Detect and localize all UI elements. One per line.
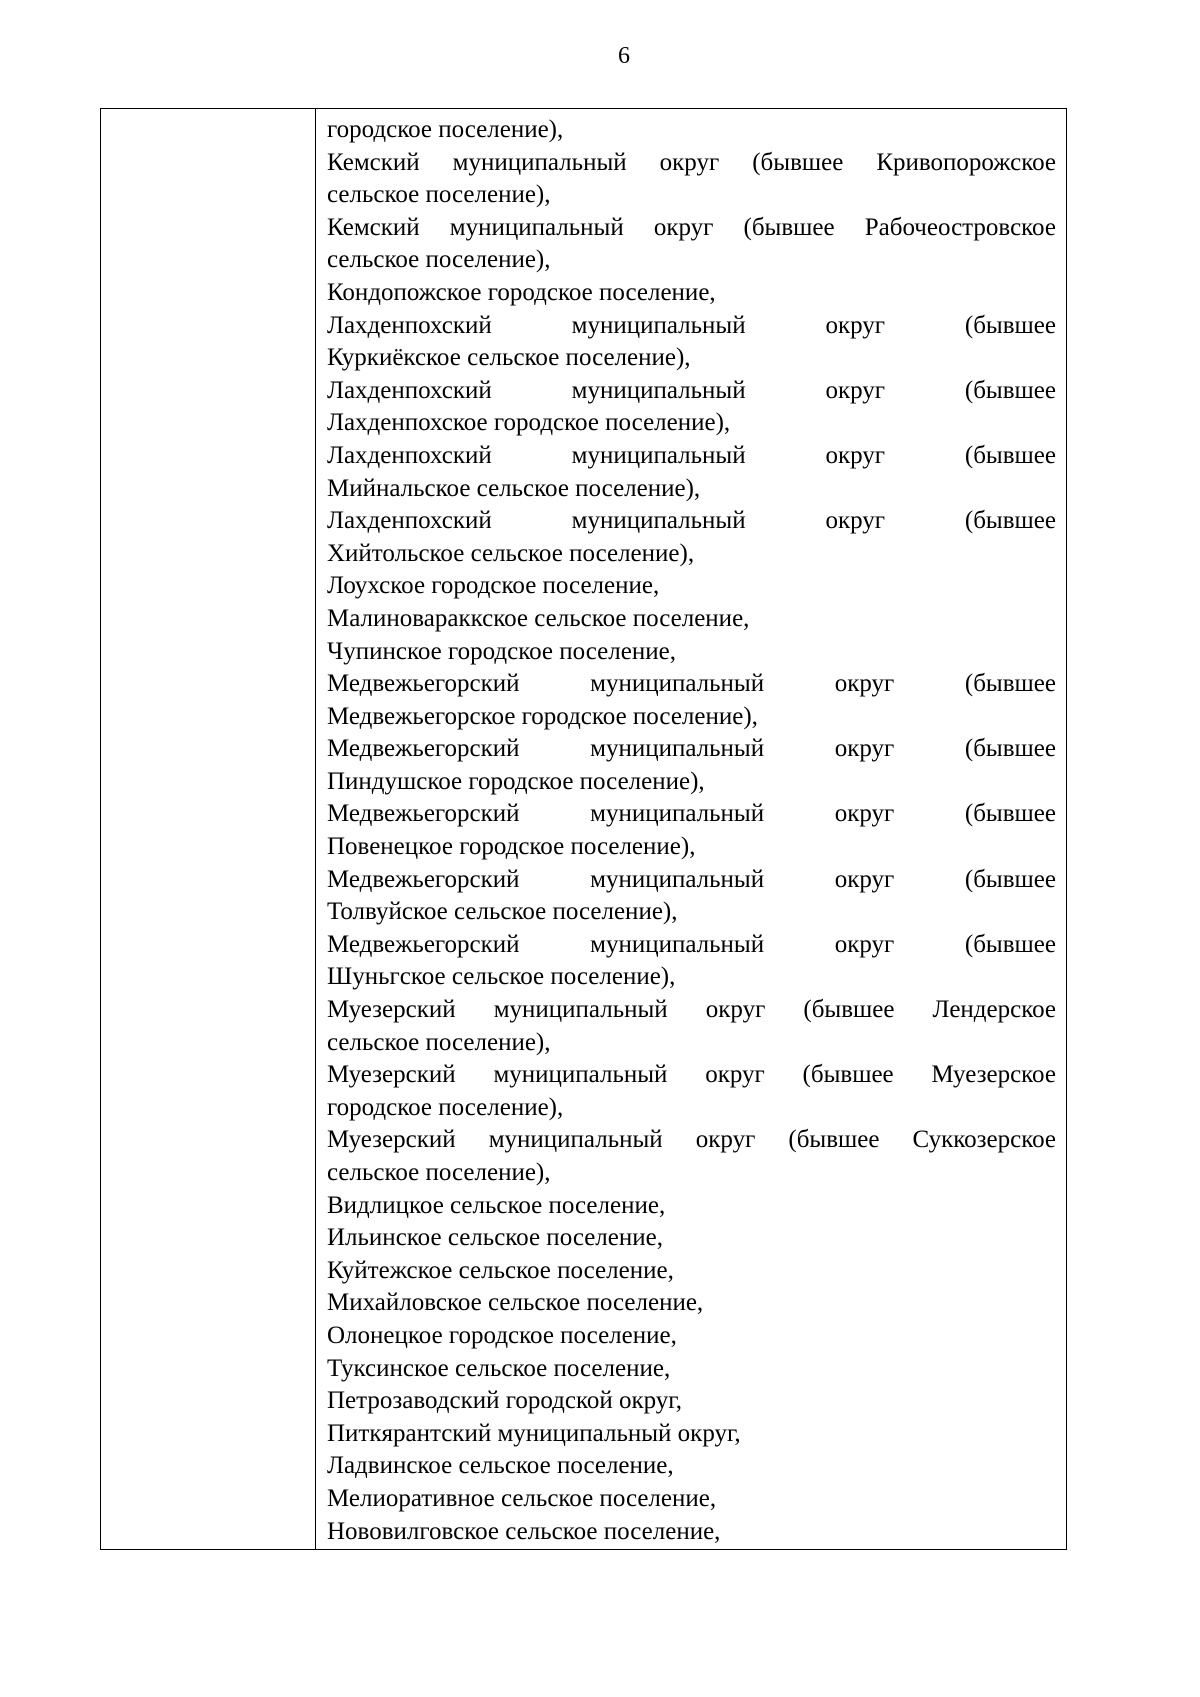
text-line <box>327 1124 1056 1157</box>
text-word: (бывшее <box>964 311 1056 339</box>
text-line <box>327 1027 1056 1060</box>
text-word: Мелиоративное сельское поселение, <box>327 1484 717 1512</box>
text-line <box>327 342 1056 375</box>
text-word: Нововилговское сельское поселение, <box>327 1517 721 1545</box>
text-line <box>327 114 1056 147</box>
text-line <box>327 1190 1056 1223</box>
text-line <box>327 538 1056 571</box>
text-word: Лахденпохский <box>327 376 492 404</box>
text-word: муниципальный <box>488 1126 663 1154</box>
text-line <box>327 407 1056 440</box>
text-line <box>327 1353 1056 1386</box>
text-word: Ладвинское сельское поселение, <box>327 1452 674 1480</box>
text-word: сельское поселение), <box>327 1159 551 1186</box>
text-line <box>327 603 1056 636</box>
text-word: Лахденпохский <box>327 311 492 339</box>
text-line <box>327 1516 1056 1549</box>
text-line <box>327 1385 1056 1418</box>
text-word: Шуньгское сельское поселение), <box>327 963 676 991</box>
text-word: Муезерское <box>931 1061 1056 1089</box>
text-word: Муезерский <box>327 1061 456 1089</box>
text-line <box>327 1320 1056 1353</box>
text-word: Кемский <box>327 213 420 241</box>
page-number: 6 <box>618 43 630 69</box>
text-word: (бывшее <box>788 1126 880 1154</box>
text-word: Петрозаводский городской округ, <box>327 1387 682 1415</box>
text-word: сельское поселение), <box>327 181 551 209</box>
text-word: сельское поселение), <box>327 1028 551 1056</box>
text-word: Мийнальское сельское поселение), <box>327 474 701 502</box>
text-word: Лахденпохское городское поселение), <box>327 409 731 437</box>
text-word: (бывшее <box>964 800 1056 828</box>
text-word: (бывшее <box>964 376 1056 404</box>
text-line <box>327 668 1056 701</box>
text-line <box>327 864 1056 897</box>
text-line <box>327 505 1056 538</box>
text-line <box>327 1157 1056 1190</box>
text-word: муниципальный <box>449 213 624 241</box>
text-word: Олонецкое городское поселение, <box>327 1321 677 1349</box>
document-table <box>100 108 1067 1550</box>
text-word: сельское поселение), <box>327 246 551 274</box>
text-line <box>327 1092 1056 1125</box>
text-line <box>327 1255 1056 1288</box>
text-word: Ильинское сельское поселение, <box>327 1224 663 1252</box>
text-word: муниципальный <box>571 376 746 404</box>
text-word: округ <box>834 735 895 763</box>
text-line <box>327 570 1056 603</box>
text-word: Муезерский <box>327 1126 456 1154</box>
text-word: муниципальный <box>590 930 765 958</box>
table-cell-right <box>316 109 1066 1549</box>
text-word: округ <box>825 507 886 535</box>
text-word: Куйтежское сельское поселение, <box>327 1256 674 1284</box>
text-word: Пиндушское городское поселение), <box>327 767 705 795</box>
text-word: городское поселение), <box>327 1093 564 1121</box>
text-word: Чупинское городское поселение, <box>327 637 676 665</box>
text-word: муниципальный <box>493 996 668 1024</box>
text-line <box>327 1222 1056 1255</box>
text-word: муниципальный <box>590 800 765 828</box>
text-line <box>327 212 1056 245</box>
text-word: Толвуйское сельское поселение), <box>327 898 678 926</box>
text-line <box>327 179 1056 212</box>
text-word: Лахденпохский <box>327 441 492 469</box>
text-word: Кривопорожское <box>876 148 1056 176</box>
text-word: Туксинское сельское поселение, <box>327 1354 671 1382</box>
text-line <box>327 766 1056 799</box>
text-line <box>327 277 1056 310</box>
text-line <box>327 831 1056 864</box>
text-word: Муезерский <box>327 996 456 1024</box>
text-word: Кондопожское городское поселение, <box>327 278 716 306</box>
text-word: округ <box>825 376 886 404</box>
text-word: Медвежьегорский <box>327 930 520 958</box>
text-word: округ <box>705 996 766 1024</box>
text-line <box>327 636 1056 669</box>
text-word: округ <box>825 441 886 469</box>
text-word: (бывшее <box>964 670 1056 698</box>
text-word: Медвежьегорский <box>327 800 520 828</box>
text-word: (бывшее <box>964 865 1056 893</box>
text-word: округ <box>705 1061 765 1089</box>
text-line <box>327 961 1056 994</box>
text-word: Суккозерское <box>912 1126 1056 1154</box>
text-line <box>327 1287 1056 1320</box>
text-word: Хийтольское сельское поселение), <box>327 539 695 567</box>
text-word: округ <box>834 800 895 828</box>
text-word: (бывшее <box>964 930 1056 958</box>
text-word: (бывшее <box>803 996 895 1024</box>
text-word: округ <box>834 865 895 893</box>
text-word: Повенецкое городское поселение), <box>327 833 696 861</box>
text-word: Медвежьегорский <box>327 735 520 763</box>
text-line <box>327 798 1056 831</box>
text-word: (бывшее <box>964 507 1056 535</box>
text-word: городское поселение), <box>327 116 564 143</box>
text-word: муниципальный <box>571 441 746 469</box>
table-cell-left <box>101 109 316 1549</box>
text-word: Медвежьегорский <box>327 865 520 893</box>
text-word: Медвежьегорский <box>327 670 520 698</box>
text-word: Медвежьегорское городское поселение), <box>327 702 758 730</box>
text-word: Лендерское <box>932 996 1056 1024</box>
text-word: муниципальный <box>590 735 765 763</box>
text-word: (бывшее <box>802 1061 894 1089</box>
text-word: муниципальный <box>452 148 627 176</box>
text-line <box>327 994 1056 1027</box>
text-word: муниципальный <box>571 311 746 339</box>
text-line <box>327 375 1056 408</box>
text-word: Лоухское городское поселение, <box>327 572 660 600</box>
text-word: муниципальный <box>590 865 765 893</box>
text-word: Лахденпохский <box>327 507 492 535</box>
text-line <box>327 147 1056 180</box>
text-line <box>327 929 1056 962</box>
text-word: округ <box>659 148 720 176</box>
text-word: Малиновараккское сельское поселение, <box>327 604 750 632</box>
text-word: (бывшее <box>964 735 1056 763</box>
text-line <box>327 310 1056 343</box>
text-word: Питкярантский муниципальный округ, <box>327 1419 741 1447</box>
text-line <box>327 701 1056 734</box>
text-line <box>327 1450 1056 1483</box>
text-word: округ <box>825 311 886 339</box>
text-word: (бывшее <box>743 213 835 241</box>
text-word: Михайловское сельское поселение, <box>327 1289 704 1317</box>
text-line <box>327 1483 1056 1516</box>
text-word: муниципальный <box>590 670 765 698</box>
text-word: Кемский <box>327 148 420 176</box>
text-word: Рабочеостровское <box>864 213 1056 241</box>
text-line <box>327 733 1056 766</box>
text-line <box>327 1059 1056 1092</box>
text-word: округ <box>834 930 895 958</box>
text-line <box>327 896 1056 929</box>
text-word: (бывшее <box>752 148 844 176</box>
text-word: округ <box>695 1126 756 1154</box>
text-word: округ <box>834 670 895 698</box>
text-line <box>327 440 1056 473</box>
text-word: округ <box>653 213 714 241</box>
text-line <box>327 473 1056 506</box>
text-word: муниципальный <box>571 507 746 535</box>
text-word: Видлицкое сельское поселение, <box>327 1191 666 1219</box>
text-line <box>327 1418 1056 1451</box>
text-word: муниципальный <box>493 1061 668 1089</box>
text-line <box>327 244 1056 277</box>
text-word: Куркиёкское сельское поселение), <box>327 344 691 372</box>
text-word: (бывшее <box>964 441 1056 469</box>
